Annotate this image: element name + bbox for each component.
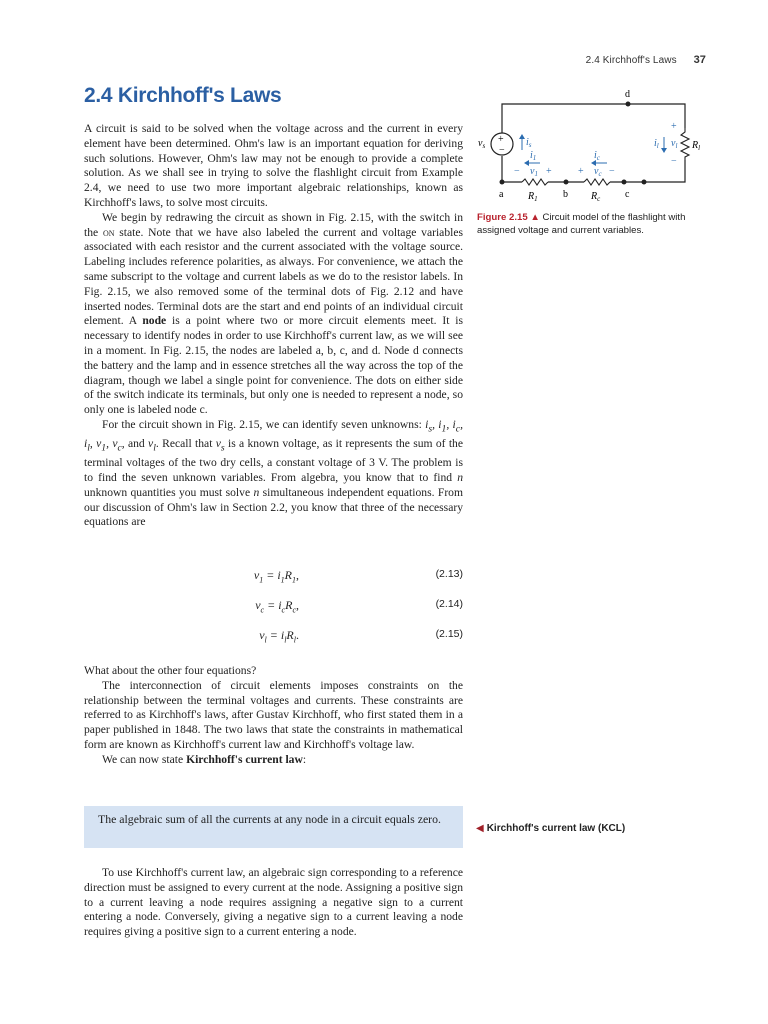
node-b-label: b [563,189,568,200]
vc-minus: − [609,166,615,177]
figure-caption [477,211,712,237]
node-c-dot [622,180,627,185]
vl-plus: + [671,121,677,132]
v1-plus: + [546,166,552,177]
kcl-term: Kirchhoff's current law [186,752,303,766]
node-c-label: c [625,189,630,200]
vs-label: $v_s$ [478,138,486,150]
vc-label: $v_c$ [594,166,602,178]
equation-number: (2.14) [435,598,463,610]
after-equations-text [84,664,463,768]
kcl-statement: The algebraic sum of all the currents at any node in a circuit equals zero. [98,812,441,826]
r1-label: $R_1$ [528,191,538,203]
figure-label: Figure 2.15 [477,212,528,223]
i1-label: $i_1$ [530,150,537,162]
switch-terminal-dot [642,180,647,185]
vc-plus: + [578,166,584,177]
is-arrowhead-icon [519,134,525,139]
section-title: 2.4 Kirchhoff's Laws [84,84,282,107]
figure-caption-text: Circuit model of the flashlight with assigned voltage and current variables. [477,212,686,236]
paragraph-1: A circuit is said to be solved when the voltage across and the current in every element have been determined. Ohm's law is an important equation for deriving such solutions. However, Ohm's law may not be enough to provide a complete solution. As we shall see in trying to solve the flashlight circuit from Example 2.4, we need to use two more important algebraic relationships, known as Kirchhoff's laws, to solve most circuits. [84,122,463,209]
node-term: node [142,314,167,328]
equation-number: (2.13) [435,568,463,580]
circuit-diagram [474,84,714,206]
equation-2-15 [84,628,463,644]
source-plus: + [498,134,504,145]
page-number: 37 [693,54,706,66]
equation-2-14 [84,598,463,614]
equation-number: (2.15) [435,628,463,640]
paragraph-6: We can now state Kirchhoff's current law: [102,752,307,766]
kcl-margin-note: ◀ Kirchhoff's current law (KCL) [476,823,626,834]
main-text [84,122,463,530]
equation-body: $v_c = i_cR_c$, [255,598,299,615]
v1-label: $v_1$ [530,166,538,178]
kcl-statement-box [84,806,463,848]
equation-body: $v_1 = i_1R_1$, [253,568,299,585]
paragraph-3: For the circuit shown in Fig. 2.15, we can identify seven unknowns: $i_s$, $i_1$, $i_c$, $i_l$, $v_1$, $v_c$, and $v_l$. Recall that $v_s$ is a known voltage, as it represents the sum of the terminal voltages of the two dry cells, a constant voltage of 3 V. The problem is to find the seven unknown variables. From algebra, you know that to find n unknown quantities you must solve n simultaneous independent equations. From our discussion of Ohm's law in Section 2.2, you know that three of the necessary equations are [84,417,463,529]
equation-2-13 [84,568,463,584]
is-label: $i_s$ [526,137,532,149]
header-section: 2.4 Kirchhoff's Laws [585,55,677,66]
paragraph-5: The interconnection of circuit elements imposes constraints on the relationship between the terminal voltages and currents. These constraints are referred to as Kirchhoff's laws, after Gustav Kirchhoff, who first stated them in a paper published in 1848. The two laws that state the constraints in mathematical form are known as Kirchhoff's current law and Kirchhoff's voltage law. [84,678,463,751]
node-d-dot [626,102,631,107]
paragraph-7: To use Kirchhoff's current law, an algebraic sign corresponding to a reference direction must be assigned to every current at the node. Assigning a positive sign to a current leaving a node requires assigning a negative sign to a current entering a node. Conversely, giving a negative sign to a current leaving a node requires giving a positive sign to a current entering a node. [84,866,463,939]
il-label: $i_l$ [654,138,659,150]
vl-minus: − [671,156,677,167]
ic-label: $i_c$ [594,150,600,162]
unknowns-list: $i_s$, $i_1$, $i_c$, $i_l$, $v_1$, $v_c$, and $v_l$ [84,417,463,454]
rl-label: $R_l$ [692,140,701,152]
i1-arrowhead-icon [524,160,529,166]
node-d-label: d [625,89,630,100]
paragraph-2: We begin by redrawing the circuit as shown in Fig. 2.15, with the switch in the on state. Note that we have also labeled the current and voltage variables associated with each resistor and the current associated with the voltage source. Labeling includes reference polarities, as always. For convenience, we attach the same subscript to the voltage and current labels as we do to the resistor labels. In Fig. 2.15, we also removed some of the terminal dots of Fig. 2.12 and have inserted nodes. Terminal dots are the start and end points of an individual circuit element. A node is a point where two or more circuit elements meet. It is necessary to identify nodes in order to use Kirchhoff's current law, as we will see in a moment. In Fig. 2.15, the nodes are labeled a, b, c, and d. Node d connects the battery and the lamp and in essence stretches all the way across the top of the diagram, though we label a single point for convenience. The dots on either side of the switch indicate its terminals, but only one is needed to represent a node, so only one is labeled node c. [84,210,464,417]
figure-triangle-icon: ▲ [530,212,540,223]
node-b-dot [564,180,569,185]
v1-minus: − [514,166,520,177]
pointer-triangle-icon: ◀ [476,823,484,834]
rc-label: $R_c$ [591,191,601,203]
node-a-dot [500,180,505,185]
running-header [586,54,706,66]
final-text [84,866,463,940]
equation-body: $v_l = i_lR_l$. [259,628,299,645]
paragraph-4: What about the other four equations? [84,664,257,677]
source-minus: − [499,145,505,156]
il-arrowhead-icon [661,148,667,153]
vl-label: $v_l$ [671,138,678,150]
node-a-label: a [499,189,504,200]
